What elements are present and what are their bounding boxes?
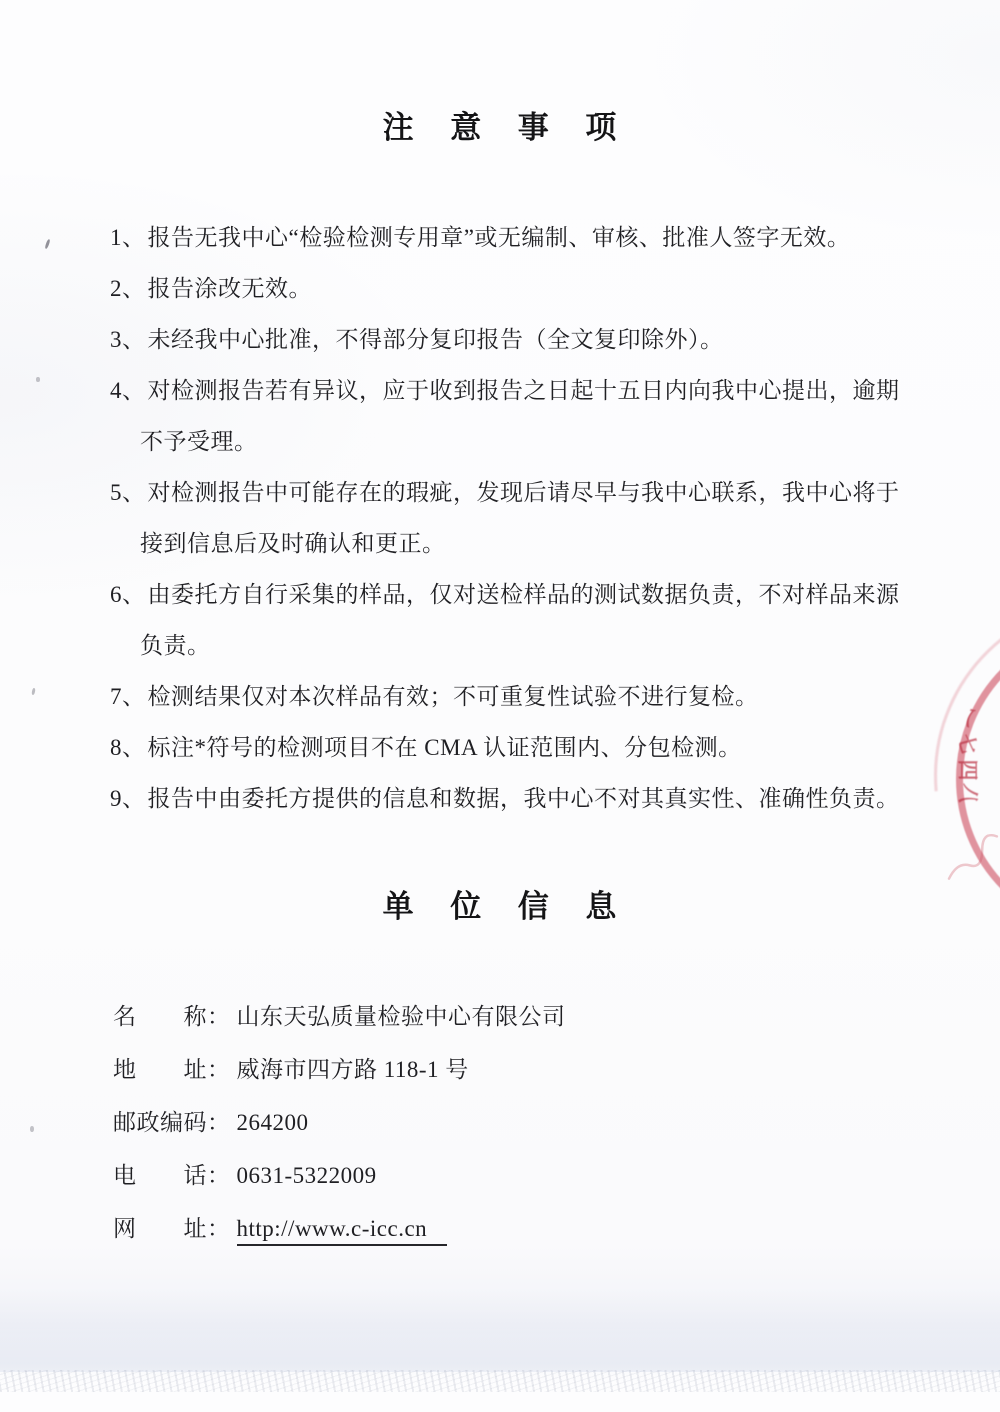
company-address-value: 威海市四方路 118-1 号 bbox=[236, 1057, 469, 1082]
note-text: 由委托方自行采集的样品，仅对送检样品的测试数据负责，不对样品来源 bbox=[147, 582, 900, 607]
note-number: 8、 bbox=[110, 735, 146, 760]
note-item-5 bbox=[110, 467, 985, 569]
scan-speck bbox=[44, 239, 50, 249]
note-number: 9、 bbox=[110, 786, 146, 811]
seal-character: 八 bbox=[955, 782, 982, 808]
note-text: 报告涂改无效。 bbox=[147, 276, 312, 301]
info-row-name bbox=[113, 990, 566, 1043]
notes-list bbox=[110, 212, 985, 824]
seal-character: 乀 bbox=[957, 705, 983, 730]
seal-character: 七 bbox=[953, 731, 980, 757]
note-text-continuation: 不予受理。 bbox=[140, 429, 258, 454]
scan-speck bbox=[31, 688, 35, 695]
info-label: 电 话： bbox=[113, 1163, 231, 1188]
phone-value: 0631-5322009 bbox=[236, 1163, 377, 1188]
note-number: 3、 bbox=[110, 327, 146, 352]
note-text: 报告中由委托方提供的信息和数据，我中心不对其真实性、准确性负责。 bbox=[147, 786, 900, 811]
note-text-continuation: 负责。 bbox=[140, 633, 211, 658]
note-number: 7、 bbox=[110, 684, 146, 709]
note-item-3 bbox=[110, 314, 985, 365]
info-row-website bbox=[113, 1202, 566, 1255]
note-text: 检测结果仅对本次样品有效；不可重复性试验不进行复检。 bbox=[147, 684, 759, 709]
info-label: 邮政编码： bbox=[113, 1110, 231, 1135]
note-item-6 bbox=[110, 569, 985, 671]
info-row-address bbox=[113, 1043, 566, 1096]
scan-speck bbox=[36, 377, 40, 382]
note-item-9 bbox=[110, 773, 985, 824]
note-text-continuation: 接到信息后及时确认和更正。 bbox=[140, 531, 446, 556]
postcode-value: 264200 bbox=[236, 1110, 309, 1135]
company-name-value: 山东天弘质量检验中心有限公司 bbox=[236, 1004, 566, 1029]
note-number: 5、 bbox=[110, 480, 146, 505]
note-text: 未经我中心批准，不得部分复印报告（全文复印除外）。 bbox=[147, 327, 724, 352]
info-label: 名 称： bbox=[113, 1004, 231, 1029]
seal-character: 四 bbox=[955, 759, 979, 781]
notes-section-title: 注 意 事 项 bbox=[382, 110, 618, 145]
note-text: 标注*符号的检测项目不在 CMA 认证范围内、分包检测。 bbox=[147, 735, 742, 760]
company-info-section-title: 单 位 信 息 bbox=[382, 889, 618, 924]
scan-noise-strip bbox=[0, 1370, 1000, 1392]
note-text: 对检测报告中可能存在的瑕疵，发现后请尽早与我中心联系，我中心将于 bbox=[147, 480, 900, 505]
scan-speck bbox=[30, 1126, 34, 1132]
note-item-1 bbox=[110, 212, 985, 263]
note-number: 1、 bbox=[110, 225, 146, 250]
info-row-postcode bbox=[113, 1096, 566, 1149]
info-label: 网 址： bbox=[113, 1216, 231, 1241]
note-text: 报告无我中心“检验检测专用章”或无编制、审核、批准人签字无效。 bbox=[147, 225, 851, 250]
info-row-phone bbox=[113, 1149, 566, 1202]
scan-bottom-shading bbox=[0, 1288, 1000, 1372]
note-text: 对检测报告若有异议，应于收到报告之日起十五日内向我中心提出，逾期 bbox=[147, 378, 900, 403]
note-number: 6、 bbox=[110, 582, 146, 607]
website-url: http://www.c-icc.cn bbox=[237, 1214, 448, 1246]
note-item-2 bbox=[110, 263, 985, 314]
note-item-4 bbox=[110, 365, 985, 467]
seal-smudge bbox=[942, 833, 1000, 883]
note-number: 2、 bbox=[110, 276, 146, 301]
company-info-block bbox=[113, 990, 566, 1255]
note-item-7 bbox=[110, 671, 985, 722]
note-item-8 bbox=[110, 722, 985, 773]
info-label: 地 址： bbox=[113, 1057, 231, 1082]
note-number: 4、 bbox=[110, 378, 146, 403]
